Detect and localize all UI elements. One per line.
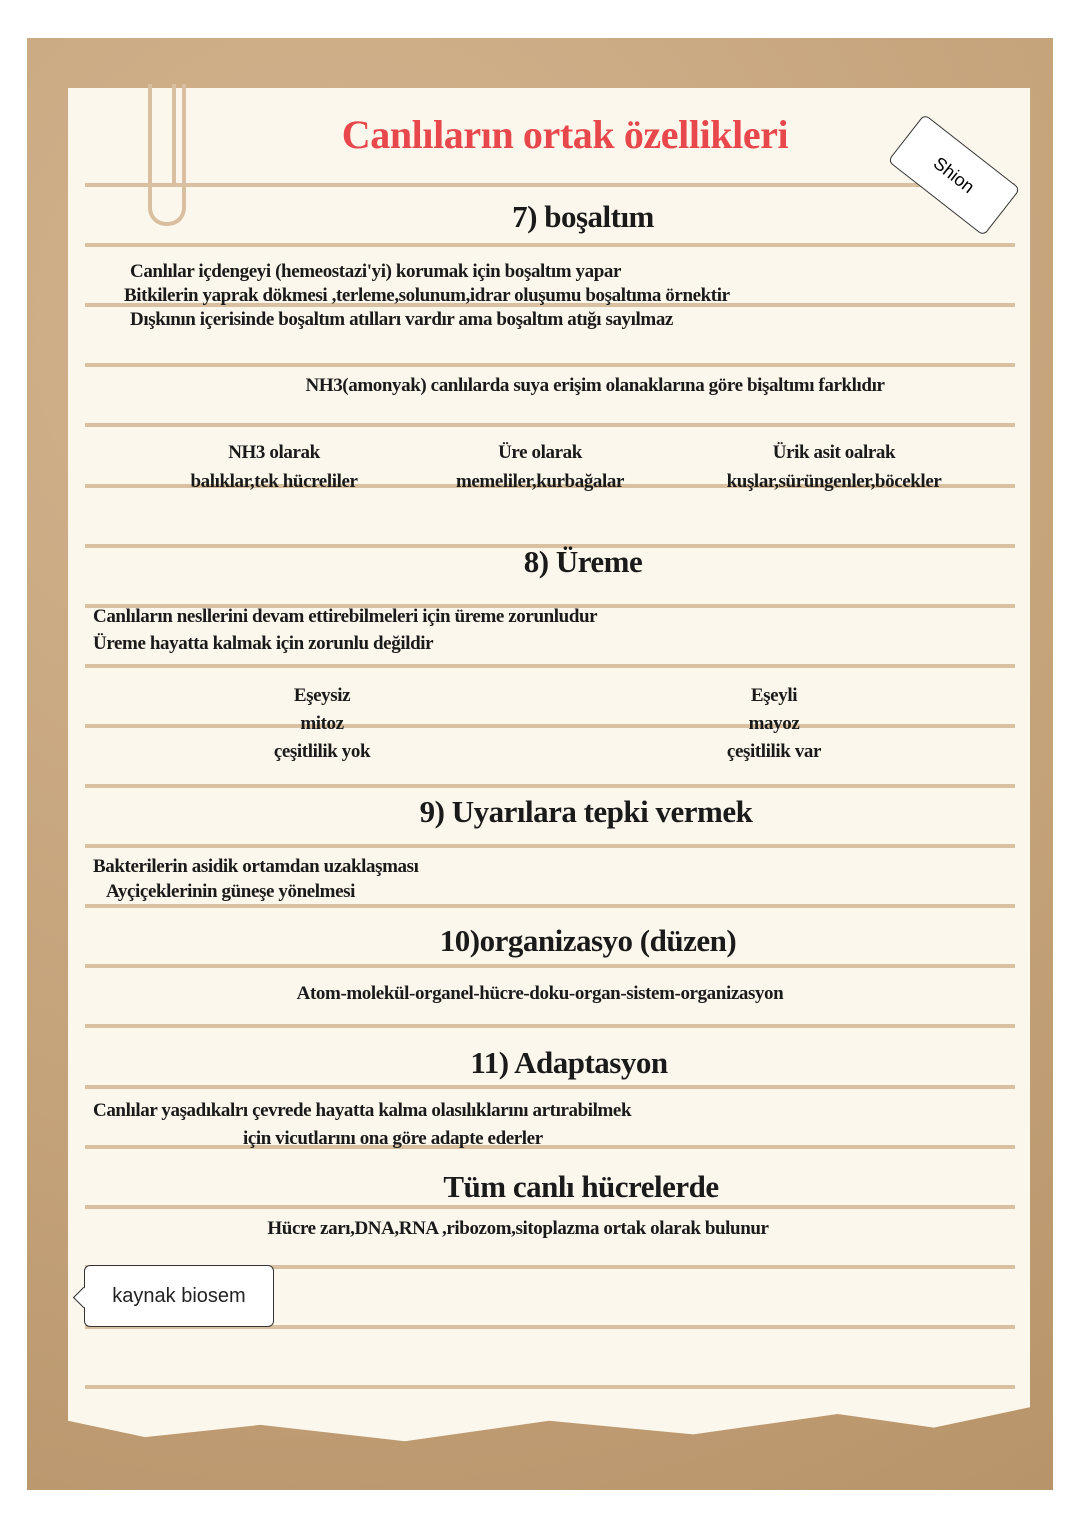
ruled-line — [85, 784, 1015, 788]
source-note: kaynak biosem — [84, 1265, 274, 1327]
column-title: Üre olarak — [498, 442, 582, 463]
text-line: Canlılar içdengeyi (hemeostazi'yi) korumak için boşaltım yapar — [130, 261, 622, 282]
column-line: çeşitlilik yok — [273, 741, 371, 762]
ruled-line — [85, 183, 1015, 187]
text-line: Hücre zarı,DNA,RNA ,ribozom,sitoplazma ortak olarak bulunur — [267, 1218, 769, 1239]
paperclip-inner — [172, 84, 186, 184]
ruled-line — [85, 1385, 1015, 1389]
column-line: Eşeyli — [750, 685, 798, 706]
ruled-line — [85, 1024, 1015, 1028]
ruled-line — [85, 423, 1015, 427]
ruled-line — [85, 664, 1015, 668]
heading-bosaltim: 7) boşaltım — [512, 199, 654, 234]
column-body: memeliler,kurbağalar — [455, 471, 625, 492]
column-title: NH3 olarak — [228, 442, 320, 463]
sticky-note: Shion — [887, 114, 1020, 236]
ruled-line — [85, 844, 1015, 848]
text-line: Canlıların nesllerini devam ettirebilmeleri için üreme zorunludur — [93, 606, 598, 627]
page-title: Canlıların ortak özellikleri — [341, 112, 789, 157]
heading-uyarilar: 9) Uyarılara tepki vermek — [419, 794, 753, 829]
text-line: için vicutlarını ona göre adapte ederler — [243, 1128, 543, 1149]
ruled-line — [85, 964, 1015, 968]
ruled-line — [85, 1145, 1015, 1149]
column-body: kuşlar,sürüngenler,böcekler — [726, 471, 942, 492]
ruled-line — [85, 724, 1015, 728]
heading-adaptasyon: 11) Adaptasyon — [470, 1045, 668, 1080]
heading-hucreler: Tüm canlı hücrelerde — [443, 1169, 719, 1204]
text-line: Ayçiçeklerinin güneşe yönelmesi — [106, 881, 355, 902]
column-line: Eşeysiz — [293, 685, 351, 706]
column-body: balıklar,tek hücreliler — [190, 471, 358, 492]
text-line: NH3(amonyak) canlılarda suya erişim olanaklarına göre bişaltımı farklıdır — [305, 375, 885, 396]
ruled-line — [85, 1085, 1015, 1089]
column-line: mitoz — [300, 713, 344, 734]
text-line: Dışkının içerisinde boşaltım atılları vardır ama boşaltım atığı sayılmaz — [130, 309, 673, 330]
ruled-line — [85, 243, 1015, 247]
text-line: Atom-molekül-organel-hücre-doku-organ-sistem-organizasyon — [296, 983, 784, 1004]
column-title: Ürik asit oalrak — [772, 442, 896, 463]
text-line: Bakterilerin asidik ortamdan uzaklaşması — [93, 856, 419, 877]
text-line: Bitkilerin yaprak dökmesi ,terleme,solunum,idrar oluşumu boşaltıma örnektir — [124, 285, 730, 306]
heading-ureme: 8) Üreme — [523, 544, 643, 579]
ruled-line — [85, 904, 1015, 908]
column-line: çeşitlilik var — [726, 741, 822, 762]
column-line: mayoz — [748, 713, 800, 734]
text-line: Canlılar yaşadıkalrı çevrede hayatta kalma olasılıklarını artırabilmek — [93, 1100, 632, 1121]
ruled-line — [85, 363, 1015, 367]
heading-organizasyon: 10)organizasyo (düzen) — [439, 923, 737, 958]
text-line: Üreme hayatta kalmak için zorunlu değildir — [93, 633, 434, 654]
